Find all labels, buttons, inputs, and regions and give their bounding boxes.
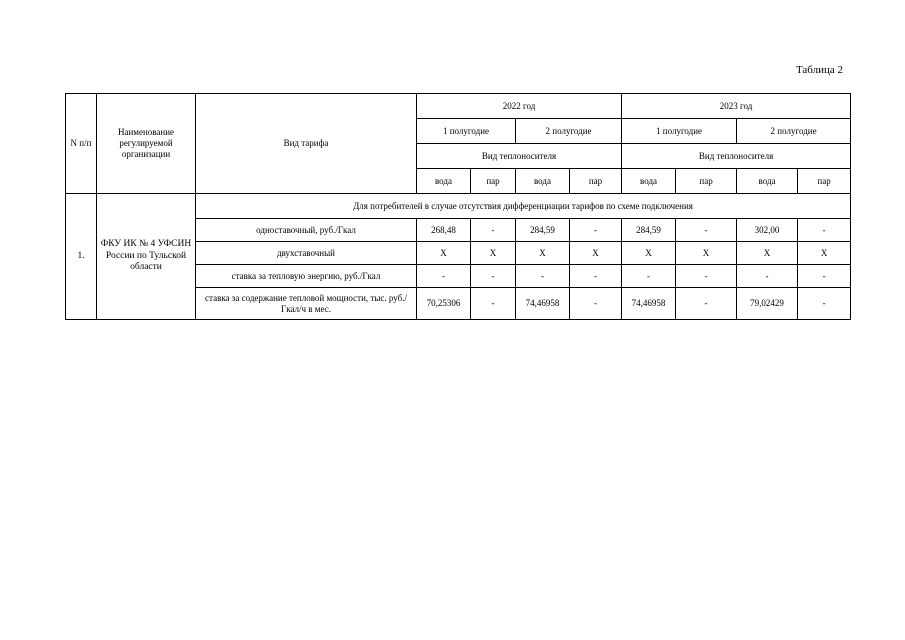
tariff-value: - [798,288,851,320]
tariff-value: - [676,288,737,320]
header-year-2023: 2023 год [622,94,851,119]
tariff-value: X [676,242,737,265]
tariff-value: - [737,265,798,288]
header-half: 1 полугодие [622,119,737,144]
tariff-value: 268,48 [417,219,471,242]
header-carrier-label: Вид теплоносителя [622,144,851,169]
tariff-value: X [516,242,570,265]
header-carrier: вода [622,169,676,194]
table-caption: Таблица 2 [795,64,843,76]
tariff-value: X [622,242,676,265]
tariff-value: - [516,265,570,288]
tariff-value: - [570,265,622,288]
header-carrier: пар [676,169,737,194]
header-num: N п/п [66,94,97,194]
table-row [66,194,851,219]
tariff-value: 74,46958 [516,288,570,320]
tariff-value: X [798,242,851,265]
row-number: 1. [66,194,97,320]
tariff-value: 302,00 [737,219,798,242]
tariff-value: - [471,265,516,288]
tariff-value: X [471,242,516,265]
tariff-value: - [570,219,622,242]
tariff-value: - [676,219,737,242]
tariff-label: ставка за тепловую энергию, руб./Гкал [196,265,417,288]
tariff-value: X [737,242,798,265]
tariff-label: одноставочный, руб./Гкал [196,219,417,242]
header-carrier-label: Вид теплоносителя [417,144,622,169]
tariff-value: - [798,219,851,242]
tariff-value: - [570,288,622,320]
header-year-2022: 2022 год [417,94,622,119]
tariff-label: двухставочный [196,242,417,265]
tariff-value: - [798,265,851,288]
tariff-table [65,93,851,320]
tariff-value: - [471,288,516,320]
consumer-note: Для потребителей в случае отсутствия дифференциации тарифов по схеме подключения [196,194,851,219]
org-name: ФКУ ИК № 4 УФСИН России по Тульской области [97,194,196,320]
header-half: 2 полугодие [737,119,851,144]
header-carrier: вода [737,169,798,194]
tariff-value: X [417,242,471,265]
tariff-value: 284,59 [622,219,676,242]
tariff-value: - [676,265,737,288]
tariff-value: X [570,242,622,265]
header-org: Наименование регулируемой организации [97,94,196,194]
header-carrier: пар [570,169,622,194]
header-tariff-type: Вид тарифа [196,94,417,194]
header-carrier: пар [471,169,516,194]
tariff-value: 70,25306 [417,288,471,320]
header-row-years [66,94,851,119]
header-carrier: пар [798,169,851,194]
header-carrier: вода [516,169,570,194]
tariff-value: - [471,219,516,242]
tariff-value: 284,59 [516,219,570,242]
header-carrier: вода [417,169,471,194]
tariff-value: - [622,265,676,288]
tariff-value: 79,02429 [737,288,798,320]
tariff-value: 74,46958 [622,288,676,320]
tariff-value: - [417,265,471,288]
tariff-label: ставка за содержание тепловой мощности, тыс. руб./Гкал/ч в мес. [196,288,417,320]
header-half: 1 полугодие [417,119,516,144]
header-half: 2 полугодие [516,119,622,144]
